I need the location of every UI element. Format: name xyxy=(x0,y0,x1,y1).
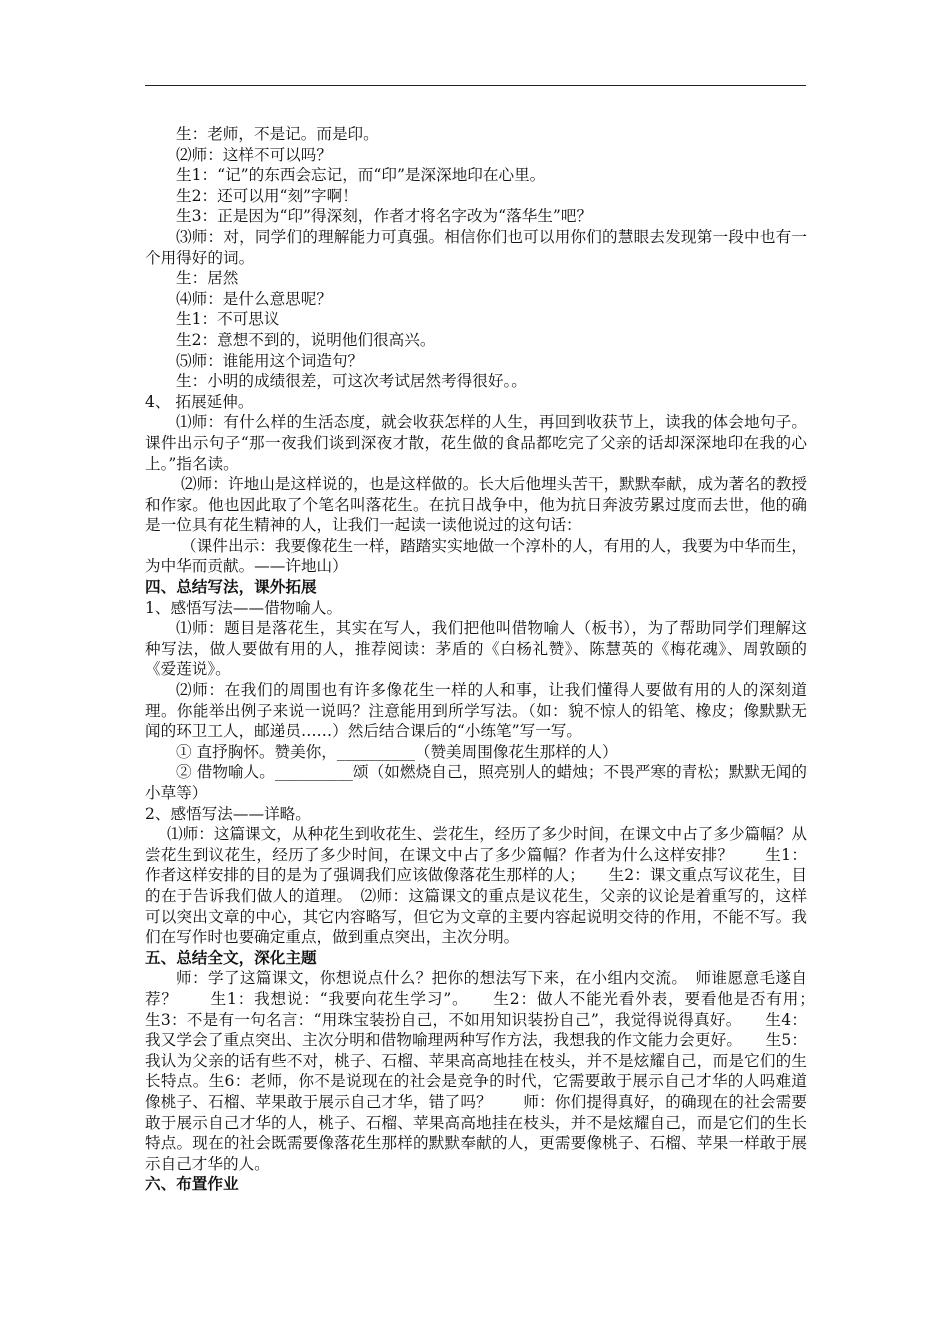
paragraph: ⑸师：谁能用这个词造句？ xyxy=(176,351,364,370)
paragraph: ① 直抒胸怀。赞美你，__________（赞美周围像花生那样的人） xyxy=(176,742,618,761)
paragraph: ⑶师：对，同学们的理解能力可真强。相信你们也可以用你们的慧眼去发现第一段中也有一个用得好的词。 xyxy=(145,227,807,267)
paragraph: 生2：意想不到的，说明他们很高兴。 xyxy=(176,330,436,349)
paragraph: 4、 拓展延伸。 xyxy=(145,392,254,411)
paragraph: ⑷师：是什么意思呢？ xyxy=(176,289,332,308)
paragraph: ② 借物喻人。__________颂（如燃烧自己，照亮别人的蜡烛；不畏严寒的青松；默默无闻的小草等） xyxy=(145,763,807,802)
paragraph: ⑵师：这样不可以吗？ xyxy=(176,145,332,164)
paragraph: ⑴师：这篇课文，从种花生到收花生、尝花生，经历了多少时间，在课文中占了多少篇幅？从尝花生到议花生，经历了多少时间，在课文中占了多少篇幅？作者为什么这样安排？ 生1：作者这样安排的目的是为了强调我们应该做像落花生那样的人； 生2：课文重点写议花生，目的在于告诉我们做人的道理。 ⑵师：这篇课文的重点是议花生，父亲的议论是着重写的，这样可以突出文章的中心，其它内容略写，但它为文章的主要内容起说明交待的作用，不能不写。我们在写作时也要确定重点，做到重点突出，主次分明。 xyxy=(145,825,807,947)
paragraph: 生：小明的成绩很差，可这次考试居然考得很好。。 xyxy=(176,372,527,391)
section-heading: 五、总结全文，深化主题 xyxy=(145,947,317,967)
paragraph: 2、感悟写法——详略。 xyxy=(145,804,311,823)
paragraph: 师：学了这篇课文，你想说点什么？把你的想法写下来，在小组内交流。 师谁愿意毛遂自荐？ 生1：我想说：“我要向花生学习”。 生2：做人不能光看外表，要看他是否有用； 生3：不是有一句名言：“用珠宝装扮自己，不如用知识装扮自己”，我觉得说得真好。 生4：我又学会了重点突出、主次分明和借物喻理两种写作方法，我想我的作文能力会更好。 生5：我认为父亲的话有些不对，桃子、石榴、苹果高高地挂在枝头，并不是炫耀自己，而是它们的生长特点。生6：老师，你不是说现在的社会是竞争的时代，它需要敢于展示自己才华的人吗难道像桃子、石榴、苹果敢于展示自己才华，错了吗？ 师：你们提得真好，的确现在的社会需要敢于展示自己才华的人，桃子、石榴、苹果高高地挂在枝头，并不是炫耀自己，而是它们的生长特点。现在的社会既需要像落花生那样的默默奉献的人，更需要像桃子、石榴、苹果一样敢于展示自己才华的人。 xyxy=(145,969,839,1173)
header-rule xyxy=(145,85,806,86)
paragraph: （课件出示：我要像花生一样，踏踏实实地做一个淳朴的人，有用的人，我要为中华而生，为中华而贡献。——许地山） xyxy=(145,536,807,576)
paragraph: ⑴师：有什么样的生活态度，就会收获怎样的人生，再回到收获节上，读我的体会地句子。课件出示句子“那一夜我们谈到深夜才散，花生做的食品都吃完了父亲的话却深深地印在我的心上。”指名读。 xyxy=(145,413,807,473)
paragraph: 1、感悟写法——借物喻人。 xyxy=(145,598,343,617)
paragraph: 生3：正是因为“印”得深刻，作者才将名字改为“落华生”吧？ xyxy=(176,207,593,226)
paragraph: 生：老师，不是记。而是印。 xyxy=(176,125,379,143)
paragraph: ⑵师：许地山是这样说的，也是这样做的。长大后他埋头苦干，默默奉献，成为著名的教授和作家。他也因此取了个笔名叫落花生。在抗日战争中，他为抗日奔波劳累过度而去世，他的确是一位具有花生精神的人，让我们一起读一读他说过的这句话： xyxy=(145,475,807,535)
paragraph: ⑴师：题目是落花生，其实在写人，我们把他叫借物喻人（板书），为了帮助同学们理解这种写法，做人要做有用的人，推荐阅读：茅盾的《白杨礼赞》、陈慧英的《梅花魂》、周敦颐的《爱莲说》。 xyxy=(145,619,807,679)
paragraph: ⑵师：在我们的周围也有许多像花生一样的人和事，让我们懂得人要做有用的人的深刻道理。你能举出例子来说一说吗？注意能用到所学写法。（如：貌不惊人的铅笔、橡皮；像默默无闻的环卫工人，邮递员……）然后结合课后的“小练笔”写一写。 xyxy=(145,681,807,741)
paragraph: 生：居然 xyxy=(176,269,239,288)
paragraph: 生2：还可以用“刻”字啊！ xyxy=(176,186,358,205)
section-heading: 六、布置作业 xyxy=(145,1174,239,1194)
document-body xyxy=(145,124,839,1195)
paragraph: 生1：“记”的东西会忘记，而“印”是深深地印在心里。 xyxy=(176,166,546,185)
section-heading: 四、总结写法，课外拓展 xyxy=(145,577,317,597)
paragraph: 生1：不可思议 xyxy=(176,310,280,329)
